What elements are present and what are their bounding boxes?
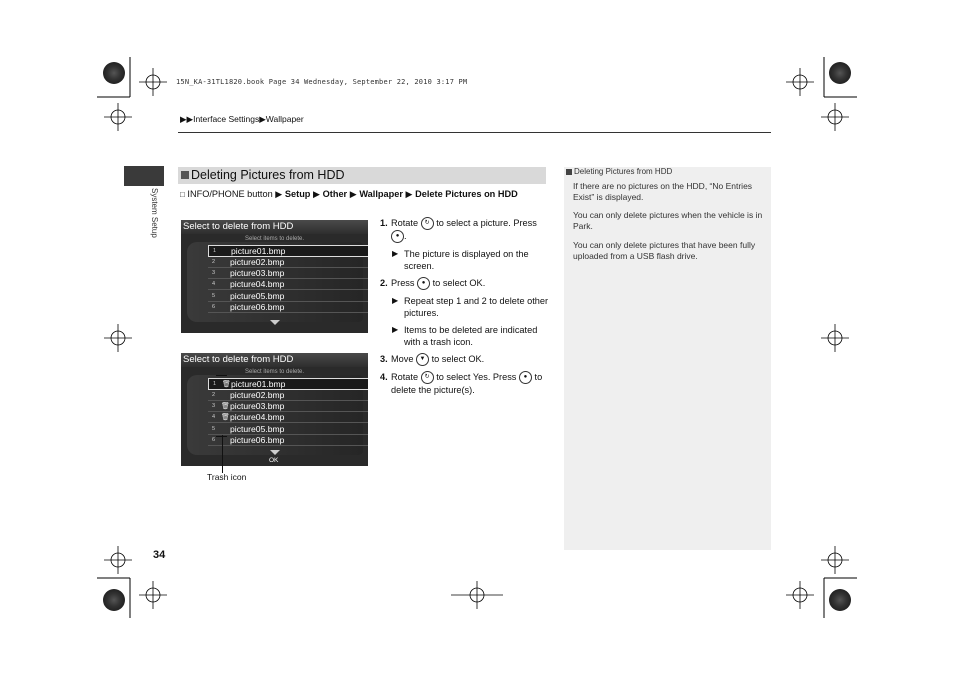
list-item[interactable]: 3 🗑 picture03.bmp bbox=[208, 401, 368, 412]
list-item[interactable]: 2 picture02.bmp bbox=[208, 390, 368, 401]
path-item-wallpaper: Wallpaper bbox=[359, 189, 403, 199]
trash-callout-label: Trash icon bbox=[207, 472, 247, 482]
file-info: 15N_KA-31TL1820.book Page 34 Wednesday, September 22, 2010 3:17 PM bbox=[176, 78, 468, 86]
path-sep: ▶ bbox=[405, 189, 413, 199]
step-3: 3. Move ▼ to select OK. bbox=[380, 353, 550, 366]
page-number: 34 bbox=[153, 549, 166, 561]
breadcrumb-separator: ▶ bbox=[259, 114, 266, 124]
step-1-note: ▶ The picture is displayed on the screen. bbox=[392, 249, 529, 272]
side-box-heading: Deleting Pictures from HDD bbox=[566, 167, 672, 176]
path-sep: ▶ bbox=[275, 189, 283, 199]
path-item-other: Other bbox=[322, 189, 348, 199]
trash-callout-bracket bbox=[216, 375, 227, 437]
step-2-note-2: ▶ Items to be deleted are indicated with a trash icon. bbox=[392, 325, 538, 348]
menu-path bbox=[180, 188, 550, 201]
note-icon bbox=[566, 169, 572, 175]
home-button-icon: □ bbox=[180, 190, 185, 199]
trash-icon: 🗑 bbox=[221, 414, 230, 421]
path-button: INFO/PHONE button bbox=[187, 189, 273, 199]
step-2: 2. Press ● to select OK. bbox=[380, 277, 550, 290]
list-item[interactable]: 6 picture06.bmp bbox=[208, 435, 368, 446]
section-title: Deleting Pictures from HDD bbox=[191, 168, 345, 182]
list-item[interactable]: 2 picture02.bmp bbox=[208, 257, 368, 268]
step-1: 1. Rotate ↻ to select a picture. Press ● . bbox=[380, 217, 550, 243]
arrow-icon: ▶ bbox=[392, 296, 399, 306]
side-box-p2: You can only delete pictures when the vehicle is in Park. bbox=[573, 210, 763, 231]
list-item[interactable]: 3 picture03.bmp bbox=[208, 268, 368, 279]
screen-title: Select to delete from HDD bbox=[181, 220, 368, 234]
side-label: System Setup bbox=[150, 188, 159, 238]
scroll-down-icon[interactable] bbox=[270, 450, 280, 455]
list-item[interactable]: 4 picture04.bmp bbox=[208, 279, 368, 290]
list-item[interactable]: 5 picture05.bmp bbox=[208, 424, 368, 435]
screen-subtitle: Select items to delete. bbox=[244, 369, 305, 375]
arrow-icon: ▶ bbox=[392, 249, 399, 259]
trash-callout-line bbox=[222, 435, 223, 473]
section-heading bbox=[178, 167, 546, 184]
breadcrumb bbox=[180, 114, 304, 125]
side-info-box bbox=[564, 167, 771, 550]
breadcrumb-parent: Interface Settings bbox=[193, 114, 260, 124]
scroll-down-icon[interactable] bbox=[270, 320, 280, 325]
arrow-icon: ▶ bbox=[392, 325, 399, 335]
press-knob-icon: ● bbox=[417, 277, 430, 290]
trash-icon: 🗑 bbox=[222, 381, 231, 388]
header-divider bbox=[178, 132, 771, 133]
breadcrumb-current: Wallpaper bbox=[265, 114, 304, 124]
trash-icon: 🗑 bbox=[221, 403, 230, 410]
path-sep: ▶ bbox=[312, 189, 321, 199]
list-item[interactable]: 1 🗑 picture01.bmp bbox=[208, 378, 368, 390]
ok-button[interactable]: OK bbox=[269, 457, 279, 464]
rotate-knob-icon: ↻ bbox=[421, 371, 434, 384]
step-2-note-1: ▶ Repeat step 1 and 2 to delete other pictures. bbox=[392, 296, 549, 319]
list-item[interactable]: 6 picture06.bmp bbox=[208, 302, 368, 313]
list-item[interactable]: 1 picture01.bmp bbox=[208, 245, 368, 257]
path-item-setup: Setup bbox=[284, 189, 311, 199]
step-4: 4. Rotate ↻ to select Yes. Press ● to delete the picture(s). bbox=[380, 372, 543, 396]
screen-select-delete-1 bbox=[181, 220, 368, 333]
breadcrumb-marker: ▶▶ bbox=[180, 114, 194, 124]
press-knob-icon: ● bbox=[519, 371, 532, 384]
path-item-delete: Delete Pictures on HDD bbox=[415, 189, 518, 199]
move-knob-icon: ▼ bbox=[416, 353, 429, 366]
steps bbox=[380, 217, 550, 401]
side-box-p3: You can only delete pictures that have been fully uploaded from a USB flash drive. bbox=[573, 240, 756, 261]
section-square-icon bbox=[181, 171, 189, 179]
rotate-knob-icon: ↻ bbox=[421, 217, 434, 230]
screen-subtitle: Select items to delete. bbox=[244, 236, 305, 242]
screen-title: Select to delete from HDD bbox=[181, 353, 368, 367]
press-knob-icon: ● bbox=[391, 230, 404, 243]
list-item[interactable]: 4 🗑 picture04.bmp bbox=[208, 412, 368, 423]
path-sep: ▶ bbox=[349, 189, 357, 199]
screen-select-delete-2 bbox=[181, 353, 368, 466]
side-tab bbox=[124, 166, 164, 186]
side-box-p1: If there are no pictures on the HDD, “No Entries Exist” is displayed. bbox=[573, 181, 753, 202]
list-item[interactable]: 5 picture05.bmp bbox=[208, 291, 368, 302]
